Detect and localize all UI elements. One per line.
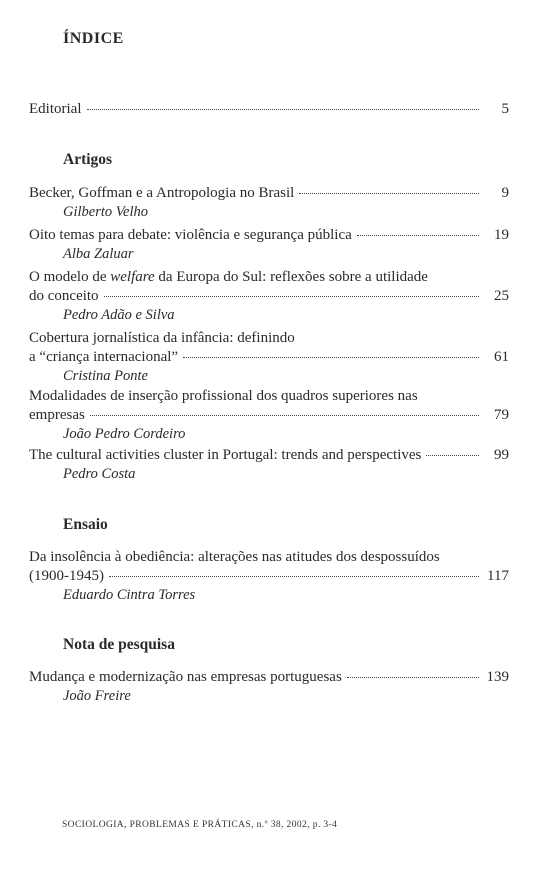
entry-author: Eduardo Cintra Torres xyxy=(63,587,196,603)
toc-entry[interactable] xyxy=(29,329,509,386)
entry-title-line: Modalidades de inserção profissional dos quadros superiores nas xyxy=(29,388,418,404)
page-number: 117 xyxy=(487,568,509,584)
dot-leader xyxy=(347,676,479,678)
dot-leader xyxy=(90,414,479,416)
entry-title-line: empresas xyxy=(29,407,85,423)
page-number: 25 xyxy=(494,288,509,304)
entry-title-line: O modelo de welfare da Europa do Sul: reflexões sobre a utilidade xyxy=(29,269,428,285)
dot-leader xyxy=(109,575,479,577)
page-number: 19 xyxy=(494,227,509,243)
toc-entry[interactable] xyxy=(29,226,509,264)
toc-entry[interactable] xyxy=(29,446,509,484)
page-number: 139 xyxy=(486,669,509,685)
footer-citation: SOCIOLOGIA, PROBLEMAS E PRÁTICAS, n.º 38, 2002, p. 3-4 xyxy=(62,820,338,830)
section-heading-ensaio: Ensaio xyxy=(63,516,108,533)
entry-author: Gilberto Velho xyxy=(63,204,148,220)
entry-title-line: Cobertura jornalística da infância: definindo xyxy=(29,330,295,346)
dot-leader xyxy=(426,454,479,456)
section-heading-nota-de-pesquisa: Nota de pesquisa xyxy=(63,636,175,653)
entry-author: Pedro Adão e Silva xyxy=(63,307,175,323)
dot-leader xyxy=(87,108,480,110)
dot-leader xyxy=(104,295,479,297)
section-heading-artigos: Artigos xyxy=(63,151,113,168)
toc-entry[interactable] xyxy=(29,668,509,706)
entry-title-line: a “criança internacional” xyxy=(29,349,179,365)
entry-author: João Pedro Cordeiro xyxy=(63,426,186,442)
page-number: 99 xyxy=(494,447,509,463)
entry-title-line: Da insolência à obediência: alterações nas atitudes dos despossuídos xyxy=(29,549,440,565)
entry-author: Alba Zaluar xyxy=(63,246,134,262)
page-number: 5 xyxy=(501,101,509,117)
toc-entry[interactable] xyxy=(29,387,509,444)
entry-author: Pedro Costa xyxy=(63,466,136,482)
entry-title: Editorial xyxy=(29,101,82,117)
entry-author: Cristina Ponte xyxy=(63,368,148,384)
toc-entry[interactable] xyxy=(29,548,509,605)
entry-title-line: (1900-1945) xyxy=(29,568,104,584)
entry-author: João Freire xyxy=(63,688,131,704)
toc-entry[interactable] xyxy=(29,184,509,222)
toc-entry-editorial[interactable] xyxy=(29,100,509,119)
page-number: 9 xyxy=(501,185,509,201)
toc-entry[interactable] xyxy=(29,268,509,325)
entry-title-line: do conceito xyxy=(29,288,99,304)
entry-title: Mudança e modernização nas empresas portuguesas xyxy=(29,669,342,685)
page-number: 79 xyxy=(494,407,509,423)
italic-term: welfare xyxy=(110,269,155,285)
entry-title: Becker, Goffman e a Antropologia no Brasil xyxy=(29,185,295,201)
entry-title: The cultural activities cluster in Portugal: trends and perspectives xyxy=(29,447,422,463)
page-title: ÍNDICE xyxy=(63,30,124,47)
entry-title: Oito temas para debate: violência e segurança pública xyxy=(29,227,352,243)
dot-leader xyxy=(357,234,479,236)
dot-leader xyxy=(299,192,479,194)
page-number: 61 xyxy=(494,349,509,365)
dot-leader xyxy=(183,356,479,358)
